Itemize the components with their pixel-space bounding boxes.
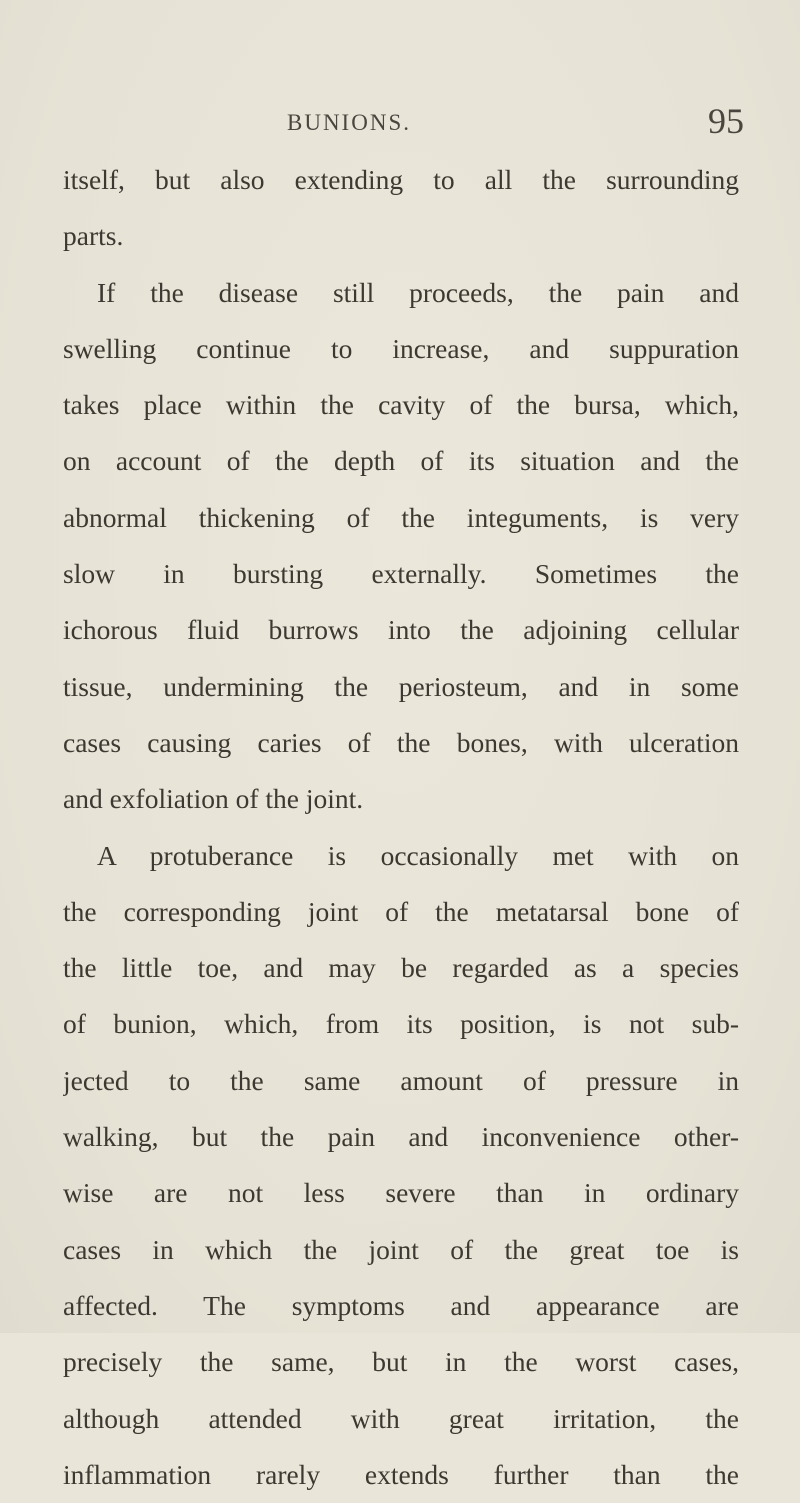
text-line: although attended with great irritation, the (63, 1402, 739, 1434)
page-number: 95 (708, 101, 744, 141)
paragraph-first-line: A protuberance is occasionally met with on (97, 839, 739, 871)
running-title: BUNIONS. (287, 110, 411, 135)
text-line: affected. The symptoms and appearance are (63, 1289, 739, 1321)
text-line: itself, but also extending to all the surrounding (63, 164, 739, 195)
text-line: precisely the same, but in the worst cases, (63, 1346, 739, 1378)
text-line: tissue, undermining the periosteum, and in some (63, 670, 739, 702)
text-line: the corresponding joint of the metatarsal bone of (63, 895, 739, 927)
text-line: inflammation rarely extends further than the (63, 1458, 739, 1490)
text-line: wise are not less severe than in ordinary (63, 1177, 739, 1209)
text-line: cases causing caries of the bones, with ulceration (63, 726, 739, 758)
text-line: parts. (63, 220, 124, 252)
text-line: ichorous fluid burrows into the adjoining cellular (63, 614, 739, 646)
text-line: abnormal thickening of the integuments, is very (63, 501, 739, 533)
text-line: cases in which the joint of the great toe is (63, 1233, 739, 1265)
text-line: walking, but the pain and inconvenience other- (63, 1121, 739, 1153)
text-line: slow in bursting externally. Sometimes the (63, 558, 739, 590)
text-line: and exfoliation of the joint. (63, 783, 364, 815)
text-line: the little toe, and may be regarded as a species (63, 952, 739, 984)
text-line: swelling continue to increase, and suppuration (63, 332, 739, 364)
body-text (63, 152, 739, 1503)
running-head (0, 100, 800, 150)
text-line: takes place within the cavity of the bursa, which, (63, 389, 739, 421)
text-line: on account of the depth of its situation and the (63, 445, 739, 477)
paragraph-first-line: If the disease still proceeds, the pain and (97, 276, 739, 308)
text-line: of bunion, which, from its position, is not sub- (63, 1008, 739, 1040)
text-line: jected to the same amount of pressure in (63, 1064, 739, 1096)
